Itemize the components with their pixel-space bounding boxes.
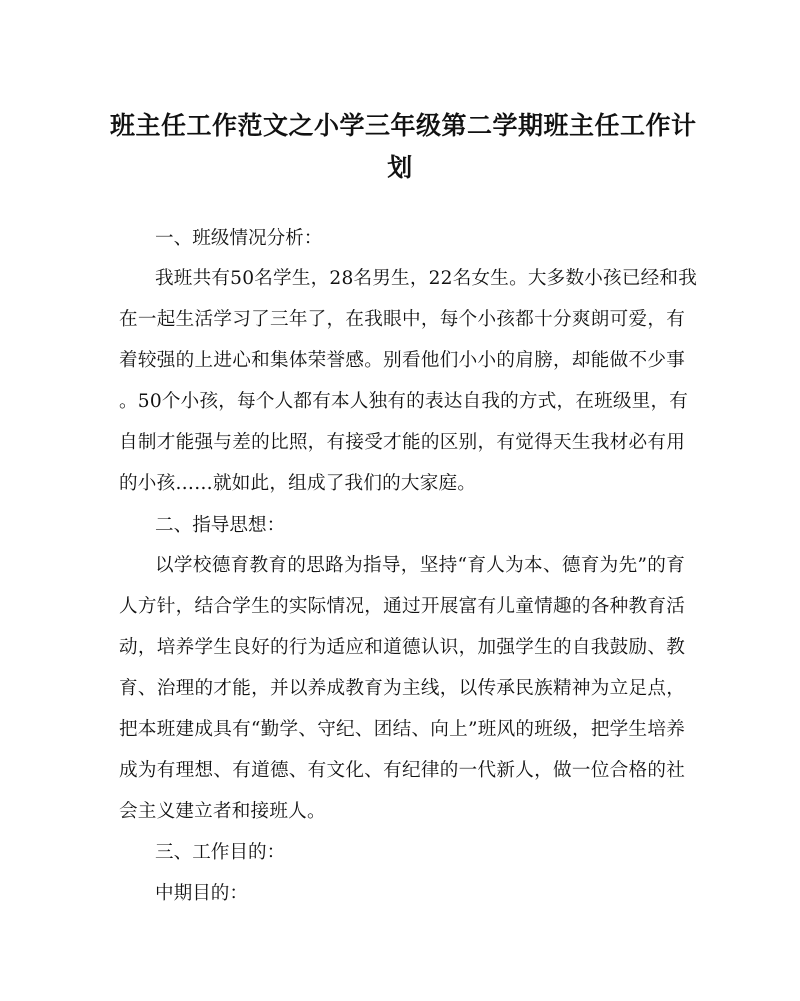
paragraph-line: 成为有理想、有道德、有文化、有纪律的一代新人，做一位合格的社 — [119, 760, 685, 781]
paragraph-line: 在一起生活学习了三年了，在我眼中，每个小孩都十分爽朗可爱，有 — [119, 309, 685, 330]
paragraph-line: 会主义建立者和接班人。 — [119, 801, 326, 822]
paragraph-line: 自制才能强与差的比照，有接受才能的区别，有觉得天生我材必有用 — [119, 432, 685, 453]
paragraph-line: 人方针，结合学生的实际情况，通过开展富有儿童情趣的各种教育活 — [119, 596, 685, 617]
paragraph-line: 的小孩……就如此，组成了我们的大家庭。 — [119, 473, 477, 494]
section-1-heading: 一、班级情况分析： — [155, 228, 323, 249]
section-2-heading: 二、指导思想： — [155, 515, 286, 536]
paragraph-line: 把本班建成具有“勤学、守纪、团结、向上”班风的班级，把学生培养 — [119, 719, 685, 740]
section-3-heading: 三、工作目的： — [155, 842, 286, 863]
paragraph-line: 以学校德育教育的思路为指导，坚持“育人为本、德育为先”的育 — [155, 555, 685, 576]
paragraph-line: 我班共有50名学生，28名男生，22名女生。大多数小孩已经和我 — [155, 268, 698, 289]
paragraph-line: 着较强的上进心和集体荣誉感。别看他们小小的肩膀，却能做不少事 — [119, 350, 685, 371]
paragraph-line: 动，培养学生良好的行为适应和道德认识，加强学生的自我鼓励、教 — [119, 637, 685, 658]
section-3-subheading: 中期目的： — [155, 883, 248, 904]
paragraph-line: 。50个小孩，每个人都有本人独有的表达自我的方式，在班级里，有 — [119, 391, 689, 412]
document-title-line-1: 班主任工作范文之小学三年级第二学期班主任工作计 — [110, 111, 697, 140]
paragraph-line: 育、治理的才能，并以养成教育为主线，以传承民族精神为立足点， — [119, 678, 685, 699]
document-title-line-2: 划 — [387, 153, 413, 182]
